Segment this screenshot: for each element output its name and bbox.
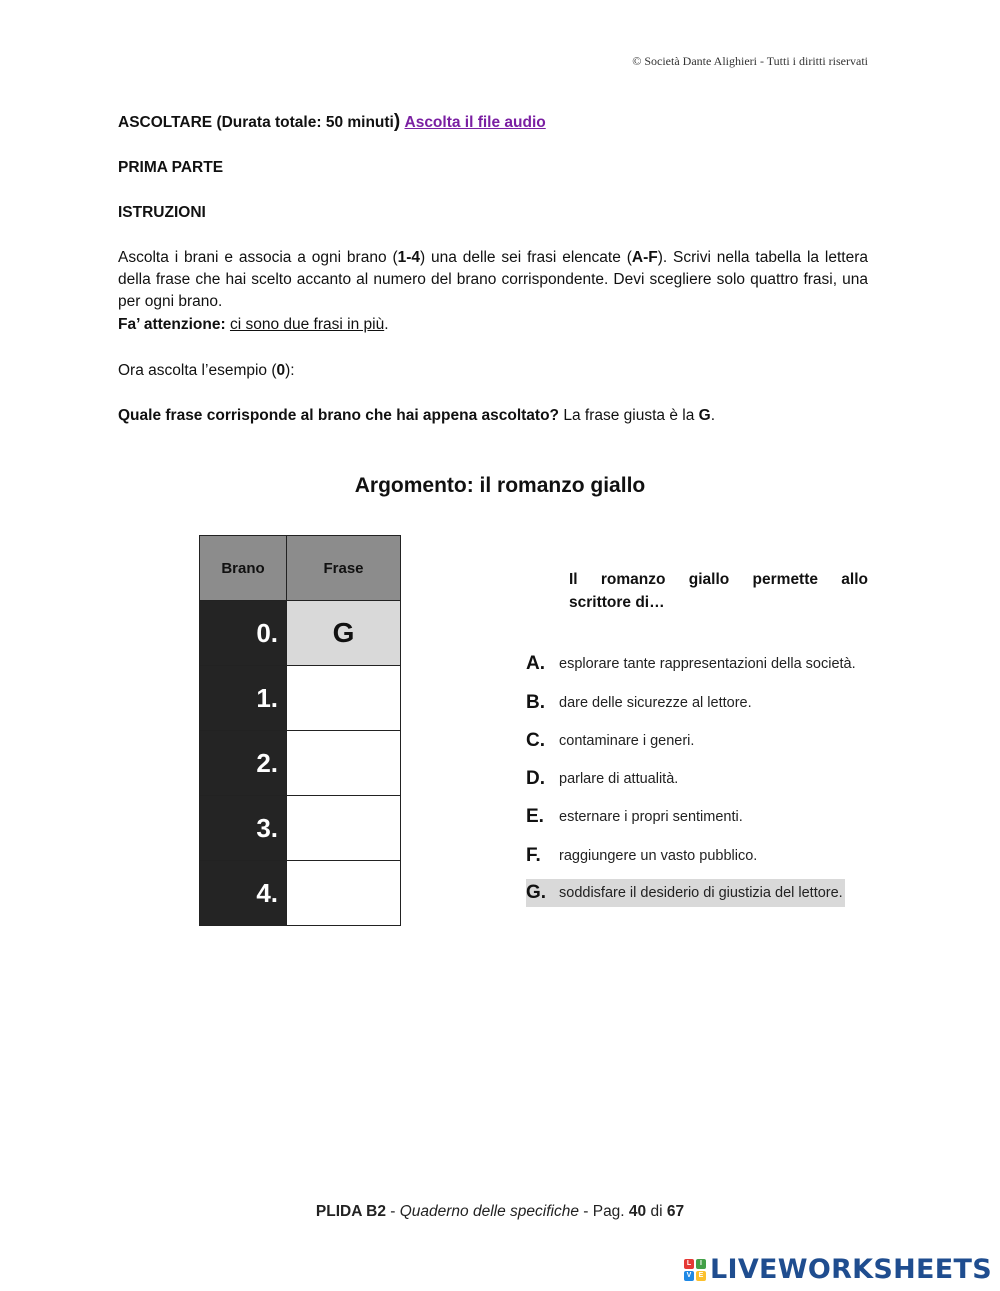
option-letter: B. <box>526 692 545 713</box>
footer-of: di <box>646 1203 667 1220</box>
option-item <box>526 689 752 717</box>
example-number: 0 <box>276 362 286 379</box>
example-answer-end: . <box>710 407 715 424</box>
option-text: raggiungere un vasto pubblico. <box>559 848 758 864</box>
option-item <box>526 727 694 755</box>
table-row <box>200 861 401 926</box>
example-question-line <box>118 405 715 427</box>
question-stem-line1: Il romanzo giallo permette allo <box>569 571 868 588</box>
answer-input-2[interactable] <box>287 731 404 795</box>
option-letter: F. <box>526 845 541 866</box>
example-line <box>118 360 295 382</box>
copyright-notice: © Società Dante Alighieri - Tutti i diritti riservati <box>632 54 868 68</box>
example-answer-cell: G <box>287 601 401 666</box>
footer-book: Quaderno delle specifiche <box>399 1203 579 1220</box>
option-text: soddisfare il desiderio di giustizia del lettore. <box>559 885 843 901</box>
instr-range-brani: 1-4 <box>397 249 421 266</box>
logo-tile: E <box>696 1271 706 1281</box>
table-row <box>200 731 401 796</box>
footer-sep: - <box>385 1203 400 1220</box>
header-brano: Brano <box>200 536 287 601</box>
footer-page-number: 40 <box>628 1203 647 1220</box>
answer-cell <box>287 666 401 731</box>
option-item <box>526 650 856 678</box>
option-letter: G. <box>526 882 547 903</box>
answer-input-3[interactable] <box>287 796 404 860</box>
option-letter: E. <box>526 806 544 827</box>
example-text-1: Ora ascolta l’esempio ( <box>118 362 277 379</box>
live-logo-icon <box>684 1259 706 1281</box>
answer-input-1[interactable] <box>287 666 404 730</box>
example-answer-letter: G <box>698 407 711 424</box>
header-frase: Frase <box>287 536 401 601</box>
example-question: Quale frase corrisponde al brano che hai appena ascoltato? <box>118 407 560 424</box>
instr-text-3: ). Scrivi nella tabella la lettera della frase che hai scelto accanto al numero del brano corrispondente. Devi scegliere solo quattro frasi, una per ogni brano. <box>118 249 868 310</box>
option-letter: D. <box>526 768 545 789</box>
attention-line <box>118 314 389 336</box>
row-number: 4. <box>200 861 287 926</box>
part-heading: PRIMA PARTE <box>118 159 224 176</box>
table-row <box>200 796 401 861</box>
option-text: contaminare i generi. <box>559 733 695 749</box>
answer-cell <box>287 861 401 926</box>
instr-text-1: Ascolta i brani e associa a ogni brano ( <box>118 249 398 266</box>
answer-table <box>199 535 401 926</box>
example-answer-text: La frase giusta è la <box>559 407 699 424</box>
option-item-example <box>526 879 845 907</box>
page-footer <box>0 1203 1000 1221</box>
liveworksheets-logo[interactable] <box>684 1254 992 1285</box>
footer-exam: PLIDA B2 <box>315 1203 386 1220</box>
brand-name: LIVEWORKSHEETS <box>709 1254 992 1285</box>
row-number: 1. <box>200 666 287 731</box>
row-number: 0. <box>200 601 287 666</box>
section-title-text: ASCOLTARE (Durata totale: 50 minuti <box>118 114 394 131</box>
option-text: dare delle sicurezze al lettore. <box>559 695 752 711</box>
example-text-2: ): <box>285 362 295 379</box>
row-number: 2. <box>200 731 287 796</box>
option-item <box>526 842 757 870</box>
topic-heading: Argomento: il romanzo giallo <box>354 474 646 497</box>
instructions-paragraph <box>118 247 868 313</box>
option-text: esplorare tante rappresentazioni della società. <box>559 656 856 672</box>
instr-range-frasi: A-F <box>631 249 658 266</box>
table-row <box>200 601 401 666</box>
row-number: 3. <box>200 796 287 861</box>
option-text: esternare i propri sentimenti. <box>559 809 743 825</box>
table-header-row <box>200 536 401 601</box>
footer-page-label: - Pag. <box>578 1203 629 1220</box>
answer-cell <box>287 796 401 861</box>
option-item <box>526 765 678 793</box>
logo-tile: L <box>684 1259 694 1269</box>
instructions-heading: ISTRUZIONI <box>118 204 206 221</box>
table-row <box>200 666 401 731</box>
option-item <box>526 803 743 831</box>
section-title-paren: ) <box>393 111 401 132</box>
section-title <box>118 111 546 134</box>
instr-text-2: ) una delle sei frasi elencate ( <box>420 249 632 266</box>
option-text: parlare di attualità. <box>559 771 679 787</box>
attention-text: ci sono due frasi in più <box>229 316 385 333</box>
footer-total-pages: 67 <box>666 1203 685 1220</box>
option-letter: C. <box>526 730 545 751</box>
attention-label: Fa’ attenzione: <box>118 316 226 333</box>
option-letter: A. <box>526 653 545 674</box>
answer-cell <box>287 731 401 796</box>
answer-input-4[interactable] <box>287 861 404 925</box>
logo-tile: V <box>684 1271 694 1281</box>
question-stem-line2: scrittore di… <box>569 594 665 611</box>
logo-tile: I <box>696 1259 706 1269</box>
audio-link[interactable]: Ascolta il file audio <box>404 114 546 131</box>
attention-end: . <box>384 316 389 333</box>
